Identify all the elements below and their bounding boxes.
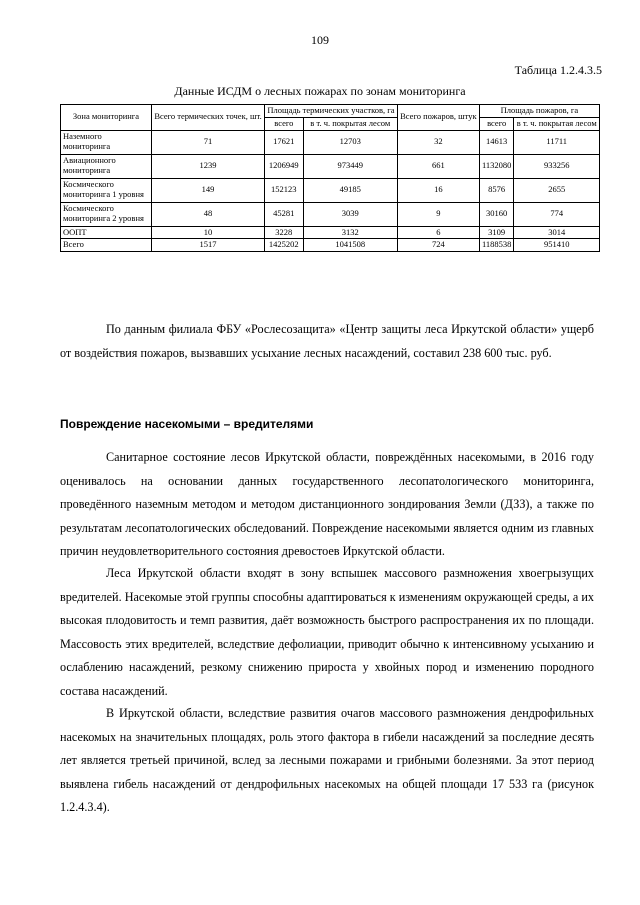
header-thermal-area-forest: в т. ч. покрытая лесом <box>303 117 397 130</box>
table-caption: Данные ИСДМ о лесных пожарах по зонам мониторинга <box>174 84 466 98</box>
cell-points: 1239 <box>152 154 265 178</box>
cell-fire-forest: 933256 <box>514 154 600 178</box>
cell-fire-total: 30160 <box>479 202 514 226</box>
cell-zone: Авиационного мониторинга <box>61 154 152 178</box>
section-heading-insects: Повреждение насекомыми – вредителями <box>60 417 314 431</box>
cell-points: 10 <box>152 226 265 239</box>
cell-points: 149 <box>152 178 265 202</box>
cell-thermal-total: 17621 <box>265 130 304 154</box>
cell-thermal-forest: 973449 <box>303 154 397 178</box>
cell-thermal-forest: 1041508 <box>303 239 397 252</box>
cell-zone: ООПТ <box>61 226 152 239</box>
cell-thermal-forest: 3039 <box>303 202 397 226</box>
table-row-total <box>61 239 600 252</box>
cell-thermal-total: 152123 <box>265 178 304 202</box>
cell-fires: 724 <box>397 239 479 252</box>
cell-fire-forest: 3014 <box>514 226 600 239</box>
cell-fires: 9 <box>397 202 479 226</box>
header-thermal-area: Площадь термических участков, га <box>265 105 398 118</box>
table-row <box>61 130 600 154</box>
cell-points: 71 <box>152 130 265 154</box>
paragraph-sanitary-text: Санитарное состояние лесов Иркутской области, повреждённых насекомыми, в 2016 году оценивалось на основании данных государственного лесопатологического мониторинга, проведённого наземным методом и методом дистанционного зондирования Земли (ДЗЗ), а также по результатам лесопатологических обследований. Повреждение насекомыми является одним из главных причин неудовлетворительного состояния древостоев Иркутской области. <box>60 450 594 559</box>
header-thermal-points: Всего термических точек, шт. <box>152 105 265 131</box>
header-thermal-area-total: всего <box>265 117 304 130</box>
cell-fire-forest: 11711 <box>514 130 600 154</box>
cell-fires: 32 <box>397 130 479 154</box>
cell-zone: Всего <box>61 239 152 252</box>
header-fires-count: Всего пожаров, штук <box>397 105 479 131</box>
cell-zone: Космического мониторинга 2 уровня <box>61 202 152 226</box>
table-row <box>61 202 600 226</box>
cell-thermal-total: 45281 <box>265 202 304 226</box>
table-row <box>61 154 600 178</box>
cell-thermal-forest: 3132 <box>303 226 397 239</box>
paragraph-outbreak <box>60 562 594 704</box>
table-label: Таблица 1.2.4.3.5 <box>514 63 602 77</box>
paragraph-sanitary <box>60 446 594 564</box>
paragraph-damage-text: По данным филиала ФБУ «Рослесозащита» «Центр защиты леса Иркутской области» ущерб от воздействия пожаров, вызвавших усыхание лесных насаждений, составил 238 600 тыс. руб. <box>60 322 594 360</box>
header-fire-area: Площадь пожаров, га <box>479 105 599 118</box>
cell-zone: Наземного мониторинга <box>61 130 152 154</box>
cell-fire-total: 8576 <box>479 178 514 202</box>
header-fire-area-forest: в т. ч. покрытая лесом <box>514 117 600 130</box>
table-row <box>61 178 600 202</box>
header-zone: Зона мониторинга <box>61 105 152 131</box>
paragraph-outbreak-text: Леса Иркутской области входят в зону вспышек массового размножения хвоегрызущих вредителей. Насекомые этой группы способны адаптироваться к изменениям окружающей среды, а их высокая плодовитость и темп развития, даёт возможность быстрого распространения их по площади. Массовость этих вредителей, вследствие дефолиации, приводит обычно к интенсивному усыханию и ослаблению насаждений, резкому снижению прироста у хвойных пород и изменению породного состава насаждений. <box>60 566 594 698</box>
cell-fire-forest: 951410 <box>514 239 600 252</box>
cell-fire-total: 14613 <box>479 130 514 154</box>
cell-fires: 6 <box>397 226 479 239</box>
cell-thermal-total: 1425202 <box>265 239 304 252</box>
cell-fires: 16 <box>397 178 479 202</box>
cell-points: 48 <box>152 202 265 226</box>
cell-points: 1517 <box>152 239 265 252</box>
cell-thermal-forest: 12703 <box>303 130 397 154</box>
cell-fire-total: 1188538 <box>479 239 514 252</box>
cell-thermal-total: 1206949 <box>265 154 304 178</box>
page-number: 109 <box>311 33 329 47</box>
paragraph-damage <box>60 318 594 365</box>
paragraph-irkutsk <box>60 702 594 820</box>
cell-fire-forest: 774 <box>514 202 600 226</box>
cell-thermal-forest: 49185 <box>303 178 397 202</box>
cell-zone: Космического мониторинга 1 уровня <box>61 178 152 202</box>
fires-table <box>60 104 600 252</box>
table-row <box>61 226 600 239</box>
cell-thermal-total: 3228 <box>265 226 304 239</box>
cell-fires: 661 <box>397 154 479 178</box>
paragraph-irkutsk-text: В Иркутской области, вследствие развития очагов массового размножения дендрофильных насекомых на значительных площадях, роль этого фактора в гибели насаждений за последние десять лет является третьей причиной, вслед за лесными пожарами и грибными болезнями. За этот период выявлена гибель насаждений от дендрофильных насекомых на общей площади 17 533 га (рисунок 1.2.4.3.4). <box>60 706 594 815</box>
cell-fire-forest: 2655 <box>514 178 600 202</box>
cell-fire-total: 3109 <box>479 226 514 239</box>
header-fire-area-total: всего <box>479 117 514 130</box>
cell-fire-total: 1132080 <box>479 154 514 178</box>
